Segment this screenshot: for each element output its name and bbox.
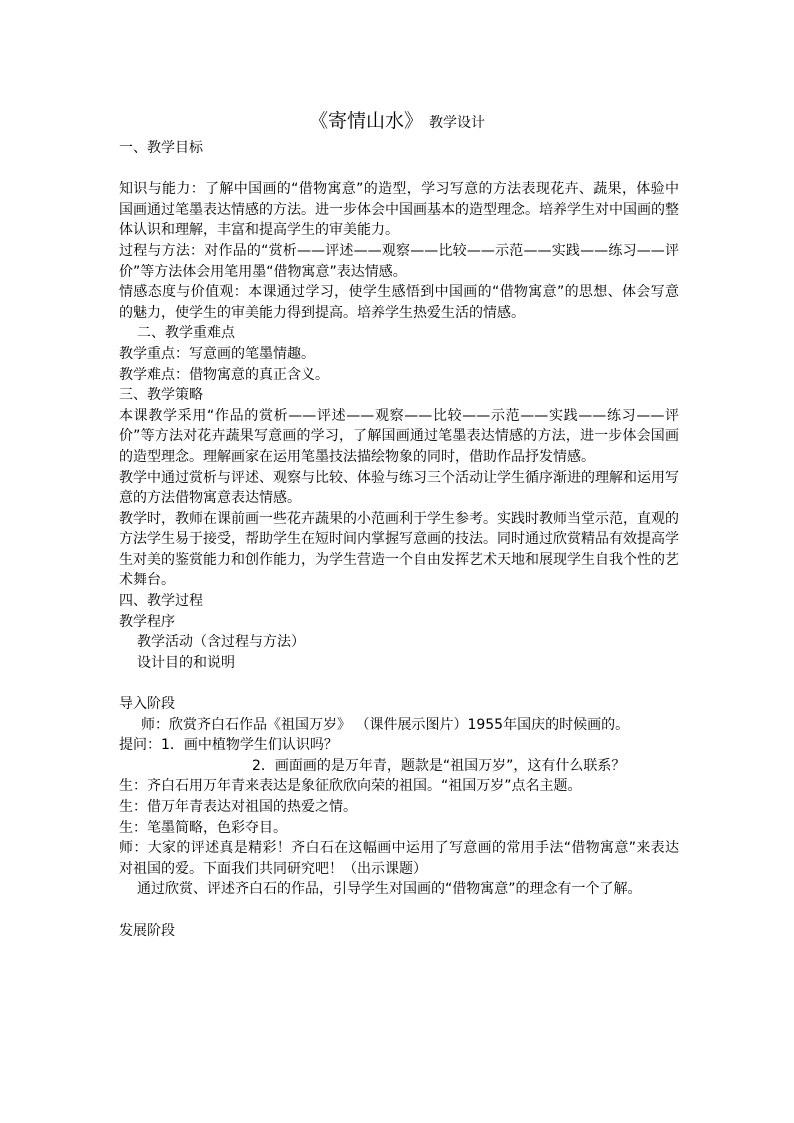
teaching-difficulty: 教学难点：借物寓意的真正含义。 [119, 366, 329, 383]
teaching-program-label: 教学程序 [119, 613, 175, 630]
title-sub: 教学设计 [429, 115, 485, 131]
process-method-paragraph: 过程与方法：对作品的“赏析——评述——观察——比较——示范——实践——练习——评价”等方法体会用笔用墨“借物寓意”表达情感。 [119, 242, 679, 280]
teaching-key-point: 教学重点：写意画的笔墨情趣。 [119, 345, 315, 362]
strategy-paragraph-1: 本课教学采用“作品的赏析——评述——观察——比较——示范——实践——练习——评价”等方法对花卉蔬果写意画的学习，了解国画通过笔墨表达情感的方法，进一步体会国画的造型理念。理解画家在运用笔墨技法描绘物象的同时，借助作品抒发情感。 [119, 407, 679, 465]
development-stage-heading: 发展阶段 [119, 922, 175, 939]
teacher-line-2: 师：大家的评述真是精彩！齐白石在这幅画中运用了写意画的常用手法“借物寓意”来表达对祖国的爱。下面我们共同研究吧！（出示课题） [119, 840, 679, 877]
blank-line [119, 900, 679, 921]
section-4-heading: 四、教学过程 [119, 593, 203, 610]
emotion-values-paragraph: 情感态度与价值观：本课通过学习，使学生感悟到中国画的“借物寓意”的思想、体会写意的魅力，使学生的审美能力得到提高。培养学生热爱生活的情感。 [119, 284, 679, 321]
blank-line [119, 159, 679, 180]
strategy-paragraph-2: 教学中通过赏析与评述、观察与比较、体验与练习三个活动让学生循序渐进的理解和运用写意的方法借物寓意表达情感。 [119, 469, 679, 507]
intro-stage-heading: 导入阶段 [119, 696, 175, 713]
section-3-heading: 三、教学策略 [119, 387, 203, 404]
blank-line [119, 673, 679, 694]
knowledge-ability-paragraph: 知识与能力：了解中国画的“借物寓意”的造型，学习写意的方法表现花卉、蔬果，体验中国画通过笔墨表达情感的方法。进一步体会中国画基本的造型理念。培养学生对中国画的整体认识和理解，丰富和提高学生的审美能力。 [119, 181, 679, 239]
student-answer-3: 生：笔墨简略，色彩夺目。 [119, 819, 287, 836]
teaching-activity-label: 教学活动（含过程与方法） [137, 634, 305, 651]
document-title [0, 106, 794, 133]
teacher-line-1: 师：欣赏齐白石作品《祖国万岁》 （课件展示图片）1955年国庆的时候画的。 [141, 716, 630, 733]
strategy-paragraph-3: 教学时，教师在课前画一些花卉蔬果的小范画利于学生参考。实践时教师当堂示范，直观的方法学生易于接受，帮助学生在短时间内掌握写意画的技法。同时通过欣赏精品有效提高学生对美的鉴赏能力和创作能力，为学生营造一个自由发挥艺术天地和展现学生自我个性的艺术舞台。 [119, 510, 679, 589]
title-main: 《寄情山水》 [308, 110, 423, 132]
student-answer-2: 生：借万年青表达对祖国的热爱之情。 [119, 799, 357, 815]
intro-stage-note: 通过欣赏、评述齐白石的作品，引导学生对国画的“借物寓意”的理念有一个了解。 [137, 881, 642, 898]
question-1: 提问：1．画中植物学生们认识吗？ [119, 737, 338, 754]
question-2: 2．画面画的是万年青，题款是“祖国万岁”，这有什么联系？ [252, 757, 626, 774]
document-body [119, 138, 679, 941]
student-answer-1: 生：齐白石用万年青来表达是象征欣欣向荣的祖国。“祖国万岁”点名主题。 [119, 778, 582, 795]
design-purpose-label: 设计目的和说明 [137, 654, 235, 671]
section-1-heading: 一、教学目标 [119, 140, 203, 156]
section-2-heading: 二、教学重难点 [137, 325, 235, 342]
